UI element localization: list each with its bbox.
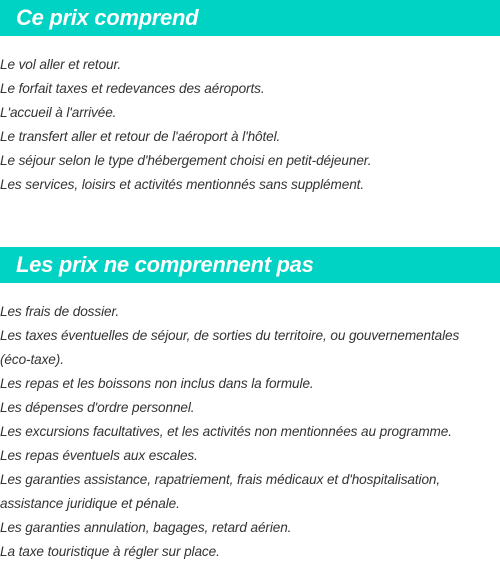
list-item: Les excursions facultatives, et les activités non mentionnées au programme. bbox=[0, 424, 452, 439]
list-item: Le vol aller et retour. bbox=[0, 57, 122, 72]
section-title-included: Ce prix comprend bbox=[16, 5, 199, 30]
list-item: Les taxes éventuelles de séjour, de sorties du territoire, ou gouvernementales (éco-taxe). bbox=[0, 328, 460, 367]
list-item: Les services, loisirs et activités mentionnés sans supplément. bbox=[0, 177, 365, 192]
list-item: L'accueil à l'arrivée. bbox=[0, 105, 117, 120]
included-items-list bbox=[0, 53, 500, 197]
list-item: Les frais de dossier. bbox=[0, 304, 120, 319]
list-item: Le séjour selon le type d'hébergement choisi en petit-déjeuner. bbox=[0, 153, 372, 168]
section-header-not-included bbox=[0, 247, 500, 283]
list-item: Les dépenses d'ordre personnel. bbox=[0, 400, 195, 415]
section-header-included bbox=[0, 0, 500, 36]
not-included-items-list bbox=[0, 300, 500, 564]
list-item: Les garanties annulation, bagages, retard aérien. bbox=[0, 520, 292, 535]
list-item: Le transfert aller et retour de l'aéroport à l'hôtel. bbox=[0, 129, 281, 144]
list-item: Les repas et les boissons non inclus dans la formule. bbox=[0, 376, 314, 391]
section-title-not-included: Les prix ne comprennent pas bbox=[16, 252, 314, 277]
list-item: La taxe touristique à régler sur place. bbox=[0, 544, 220, 559]
list-item: Le forfait taxes et redevances des aéroports. bbox=[0, 81, 265, 96]
list-item: Les garanties assistance, rapatriement, frais médicaux et d'hospitalisation, assistance juridique et pénale. bbox=[0, 472, 441, 511]
list-item: Les repas éventuels aux escales. bbox=[0, 448, 198, 463]
